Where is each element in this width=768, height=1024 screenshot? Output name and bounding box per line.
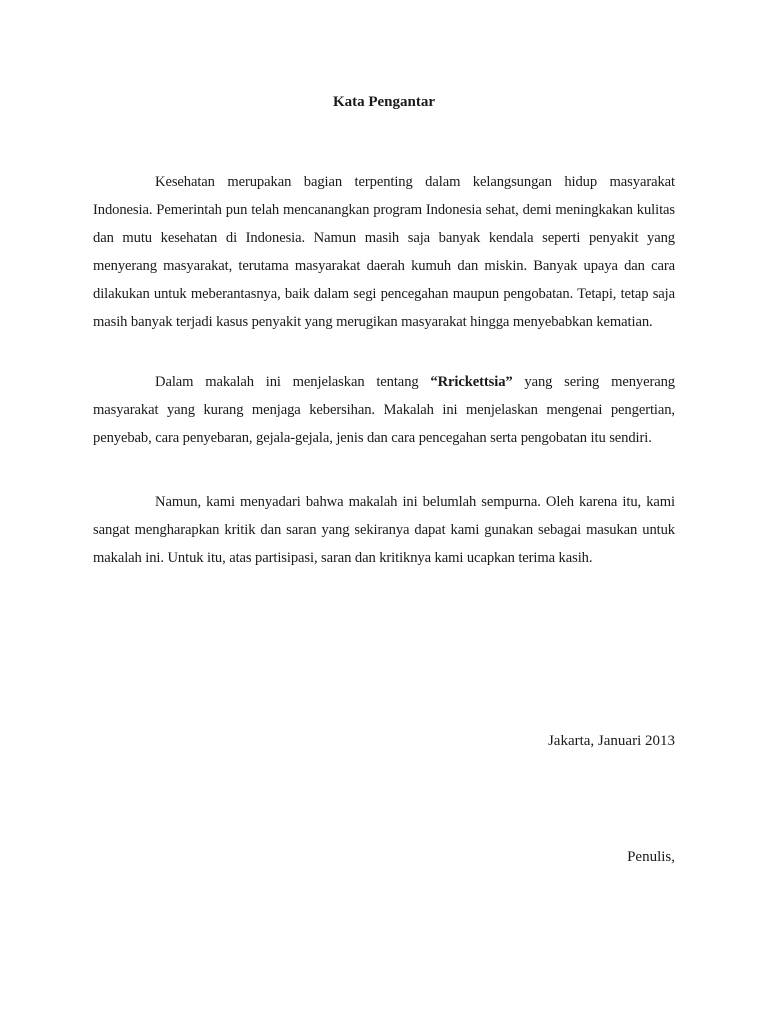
author-signoff: Penulis, [627, 849, 675, 865]
place-date: Jakarta, Januari 2013 [547, 733, 675, 749]
paragraph-topic [93, 368, 675, 452]
paragraph-introduction [93, 168, 675, 336]
paragraph-text: Namun, kami menyadari bahwa makalah ini belumlah sempurna. Oleh karena itu, kami sangat mengharapkan kritik dan saran yang sekiranya dapat kami gunakan sebagai masukan untuk makalah ini. Untuk itu, atas partisipasi, saran dan kritiknya kami ucapkan terima kasih. [93, 494, 675, 566]
page-title: Kata Pengantar [332, 94, 436, 110]
paragraph-text: Kesehatan merupakan bagian terpenting dalam kelangsungan hidup masyarakat Indonesia. Pemerintah pun telah mencanangkan program Indonesia sehat, demi meningkakan kulitas dan mutu kesehatan di Indonesia. Namun masih saja banyak kendala seperti penyakit yang menyerang masyarakat, terutama masyarakat daerah kumuh dan miskin. Banyak upaya dan cara dilakukan untuk meberantasnya, baik dalam segi pencegahan maupun pengobatan. Tetapi, tetap saja masih banyak terjadi kasus penyakit yang merugikan masyarakat hingga menyebabkan kematian. [93, 174, 675, 330]
topic-emphasis: “Rrickettsia” [430, 374, 513, 390]
paragraph-text-before: Dalam makalah ini menjelaskan tentang [155, 374, 431, 390]
paragraph-text-after: yang sering menyerang masyarakat yang kurang menjaga kebersihan. Makalah ini menjelaskan mengenai pengertian, penyebab, cara penyebaran, gejala-gejala, jenis dan cara pencegahan serta pengobatan itu sendiri. [93, 374, 675, 446]
paragraph-closing [93, 488, 675, 572]
